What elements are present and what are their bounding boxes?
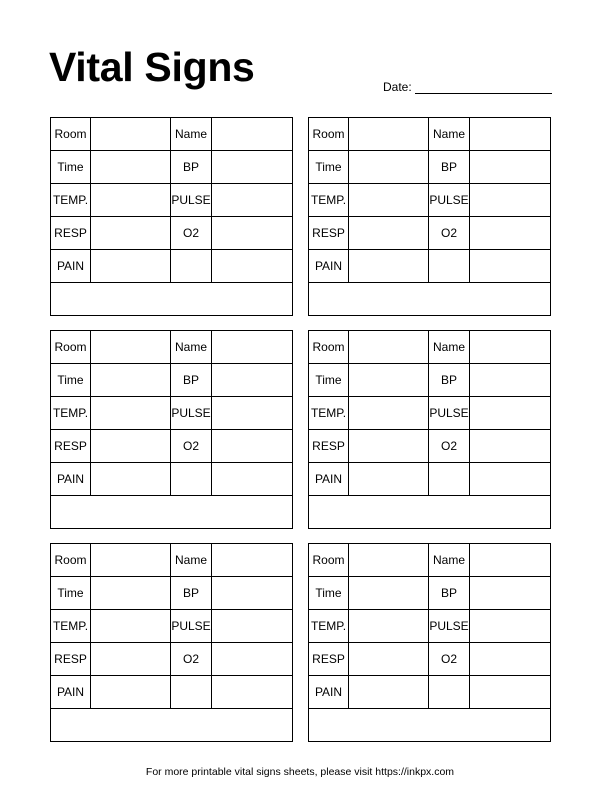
row-mid-value-field[interactable]	[212, 643, 292, 676]
row-mid-value-field[interactable]	[212, 397, 292, 430]
row-label: PAIN	[309, 463, 349, 496]
row-label: TEMP.	[51, 184, 91, 217]
row-value-field[interactable]	[349, 184, 429, 217]
row-value-field[interactable]	[91, 610, 171, 643]
row-value-field[interactable]	[349, 676, 429, 709]
row-mid-value-field[interactable]	[212, 331, 292, 364]
row-mid-value-field[interactable]	[212, 430, 292, 463]
row-label: Room	[51, 544, 91, 577]
row-mid-value-field[interactable]	[470, 463, 550, 496]
row-mid-label	[171, 676, 212, 709]
date-field[interactable]	[383, 80, 552, 94]
vital-signs-card	[50, 117, 293, 316]
row-mid-label	[429, 463, 470, 496]
row-mid-label: PULSE	[171, 397, 212, 430]
row-value-field[interactable]	[349, 364, 429, 397]
row-value-field[interactable]	[349, 463, 429, 496]
vital-signs-card	[308, 117, 551, 316]
row-mid-value-field[interactable]	[470, 151, 550, 184]
row-mid-value-field[interactable]	[212, 118, 292, 151]
row-label: Time	[51, 151, 91, 184]
row-label: TEMP.	[309, 397, 349, 430]
row-mid-label: O2	[429, 643, 470, 676]
vital-signs-card	[50, 330, 293, 529]
row-label: PAIN	[51, 463, 91, 496]
row-mid-label: BP	[429, 577, 470, 610]
row-mid-value-field[interactable]	[212, 676, 292, 709]
row-mid-label: O2	[171, 643, 212, 676]
row-label: TEMP.	[309, 184, 349, 217]
vital-signs-card	[50, 543, 293, 742]
row-value-field[interactable]	[349, 151, 429, 184]
row-mid-value-field[interactable]	[212, 544, 292, 577]
row-value-field[interactable]	[91, 151, 171, 184]
row-mid-label	[429, 250, 470, 283]
row-value-field[interactable]	[91, 676, 171, 709]
row-value-field[interactable]	[349, 430, 429, 463]
row-value-field[interactable]	[349, 610, 429, 643]
row-value-field[interactable]	[91, 184, 171, 217]
vital-signs-card	[308, 330, 551, 529]
row-value-field[interactable]	[91, 643, 171, 676]
row-mid-label	[171, 463, 212, 496]
row-mid-label: Name	[171, 544, 212, 577]
row-mid-label: BP	[429, 151, 470, 184]
row-mid-label: O2	[171, 217, 212, 250]
row-mid-label: BP	[429, 364, 470, 397]
row-mid-value-field[interactable]	[470, 331, 550, 364]
row-value-field[interactable]	[349, 643, 429, 676]
date-label: Date:	[383, 80, 412, 94]
row-mid-value-field[interactable]	[212, 577, 292, 610]
row-mid-value-field[interactable]	[470, 118, 550, 151]
row-mid-value-field[interactable]	[470, 577, 550, 610]
row-mid-label: O2	[429, 217, 470, 250]
row-mid-label: PULSE	[429, 610, 470, 643]
notes-field[interactable]	[51, 496, 292, 528]
row-label: RESP	[309, 430, 349, 463]
row-label: TEMP.	[51, 397, 91, 430]
row-mid-value-field[interactable]	[470, 397, 550, 430]
row-value-field[interactable]	[91, 430, 171, 463]
row-mid-value-field[interactable]	[470, 430, 550, 463]
vital-signs-card	[308, 543, 551, 742]
row-mid-value-field[interactable]	[212, 610, 292, 643]
row-mid-label: BP	[171, 364, 212, 397]
row-mid-label: O2	[171, 430, 212, 463]
row-value-field[interactable]	[349, 250, 429, 283]
notes-field[interactable]	[309, 496, 550, 528]
row-mid-value-field[interactable]	[470, 643, 550, 676]
row-label: Room	[51, 118, 91, 151]
row-label: TEMP.	[309, 610, 349, 643]
row-label: Time	[309, 577, 349, 610]
row-label: PAIN	[51, 676, 91, 709]
row-mid-label: Name	[171, 331, 212, 364]
row-label: PAIN	[51, 250, 91, 283]
row-mid-label: PULSE	[171, 184, 212, 217]
row-mid-label: BP	[171, 577, 212, 610]
row-mid-value-field[interactable]	[470, 610, 550, 643]
row-value-field[interactable]	[349, 118, 429, 151]
row-value-field[interactable]	[91, 397, 171, 430]
row-mid-value-field[interactable]	[470, 217, 550, 250]
vital-signs-card-grid	[50, 117, 551, 742]
row-mid-label	[171, 250, 212, 283]
row-label: RESP	[309, 217, 349, 250]
row-mid-value-field[interactable]	[470, 184, 550, 217]
row-mid-value-field[interactable]	[212, 217, 292, 250]
row-mid-value-field[interactable]	[470, 676, 550, 709]
row-label: Room	[309, 118, 349, 151]
row-label: Room	[309, 544, 349, 577]
row-label: PAIN	[309, 676, 349, 709]
row-mid-label: Name	[429, 544, 470, 577]
row-mid-value-field[interactable]	[470, 544, 550, 577]
row-label: TEMP.	[51, 610, 91, 643]
row-mid-value-field[interactable]	[212, 151, 292, 184]
row-label: Room	[51, 331, 91, 364]
row-mid-label: PULSE	[429, 397, 470, 430]
row-value-field[interactable]	[91, 463, 171, 496]
row-value-field[interactable]	[349, 544, 429, 577]
notes-field[interactable]	[51, 709, 292, 741]
notes-field[interactable]	[309, 283, 550, 315]
row-label: Time	[309, 364, 349, 397]
row-mid-value-field[interactable]	[212, 184, 292, 217]
row-mid-value-field[interactable]	[470, 364, 550, 397]
row-value-field[interactable]	[349, 577, 429, 610]
row-mid-value-field[interactable]	[212, 463, 292, 496]
notes-field[interactable]	[51, 283, 292, 315]
row-value-field[interactable]	[349, 331, 429, 364]
row-mid-label: PULSE	[429, 184, 470, 217]
row-label: RESP	[51, 217, 91, 250]
row-value-field[interactable]	[91, 250, 171, 283]
row-value-field[interactable]	[91, 364, 171, 397]
row-label: RESP	[51, 430, 91, 463]
row-mid-label: Name	[429, 118, 470, 151]
footer-note: For more printable vital signs sheets, please visit https://inkpx.com	[145, 766, 455, 778]
row-label: Time	[51, 364, 91, 397]
row-value-field[interactable]	[91, 544, 171, 577]
row-mid-label: BP	[171, 151, 212, 184]
row-label: Time	[309, 151, 349, 184]
row-mid-value-field[interactable]	[212, 364, 292, 397]
row-label: Room	[309, 331, 349, 364]
row-value-field[interactable]	[91, 577, 171, 610]
notes-field[interactable]	[309, 709, 550, 741]
row-mid-label: Name	[171, 118, 212, 151]
row-label: RESP	[309, 643, 349, 676]
row-value-field[interactable]	[91, 217, 171, 250]
row-label: PAIN	[309, 250, 349, 283]
date-input-line[interactable]	[415, 82, 552, 94]
row-mid-label: PULSE	[171, 610, 212, 643]
row-mid-value-field[interactable]	[212, 250, 292, 283]
row-label: Time	[51, 577, 91, 610]
row-value-field[interactable]	[349, 397, 429, 430]
row-value-field[interactable]	[349, 217, 429, 250]
page-title: Vital Signs	[49, 44, 255, 90]
row-mid-label: O2	[429, 430, 470, 463]
row-mid-label	[429, 676, 470, 709]
row-mid-value-field[interactable]	[470, 250, 550, 283]
row-mid-label: Name	[429, 331, 470, 364]
row-value-field[interactable]	[91, 118, 171, 151]
row-label: RESP	[51, 643, 91, 676]
row-value-field[interactable]	[91, 331, 171, 364]
